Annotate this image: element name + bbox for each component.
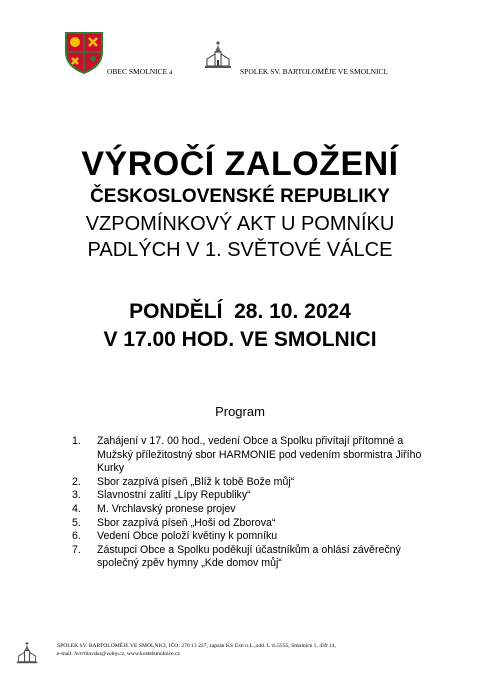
- church-icon: [16, 641, 38, 665]
- program-item-text: Vedení Obce položí květiny k pomníku: [97, 530, 278, 543]
- program-item-number: 6.: [72, 530, 81, 543]
- program-item-text: Slavnostní zalití „Lípy Republiky“: [97, 489, 251, 502]
- program-heading: Program: [215, 404, 265, 419]
- title-block: [0, 145, 480, 263]
- letterhead: [0, 0, 480, 90]
- event-datetime: [0, 298, 480, 354]
- program-item-text: Zahájení v 17. 00 hod., vedení Obce a Spolku přivítají přítomné a Mužský příležitostný sbor HARMONIE pod vedením sbormistra Jiřího Kurky: [97, 435, 422, 475]
- program-item: [72, 503, 442, 517]
- program-item-text: M. Vrchlavský pronese projev: [97, 502, 236, 515]
- program-item: [72, 530, 442, 544]
- header-left-text: OBEC SMOLNICE a: [107, 67, 173, 76]
- website-link[interactable]: , www.kostelsmolnice.cz: [124, 651, 180, 657]
- event-date: PONDĚLÍ 28. 10. 2024: [129, 300, 351, 323]
- event-description-line-1: VZPOMÍNKOVÝ AKT U POMNÍKU: [85, 213, 395, 235]
- footer-address: SPOLEK SV. BARTOLOMĚJE VE SMOLNICI, IČO: 270 13 227, zapsán KS Ústí n.L.,odd. L vl.5555, Smolnice 1, 439 14,: [57, 643, 336, 649]
- program-item-number: 1.: [72, 435, 81, 447]
- event-description-line-2: PADLÝCH V 1. SVĚTOVÉ VÁLCE: [87, 239, 393, 261]
- program-item: [72, 489, 442, 503]
- program-item-number: 3.: [72, 489, 81, 502]
- footer-contact: [57, 642, 336, 658]
- program-item-number: 7.: [72, 543, 81, 556]
- program-item: [72, 517, 442, 531]
- program-item-number: 4.: [72, 502, 81, 515]
- program-item-text: Zástupci Obce a Spolku poděkují účastníkům a ohlásí závěrečný společný zpěv hymny „Kde domov můj“: [97, 543, 401, 570]
- program-list: [72, 435, 442, 571]
- email-link[interactable]: hvrchlavska@volny.cz: [74, 651, 125, 657]
- program-item-text: Sbor zazpívá píseň „Hoši od Zborova“: [97, 516, 276, 529]
- program-item: [72, 544, 442, 571]
- header-right-text: SPOLEK SV. BARTOLOMĚJE VE SMOLNICI,: [240, 67, 388, 76]
- coat-of-arms-icon: [62, 30, 106, 74]
- program-item-text: Sbor zazpívá píseň „Blíž k tobě Bože můj“: [97, 475, 295, 488]
- email-label: e-mail:: [57, 651, 75, 657]
- program-item-number: 5.: [72, 516, 81, 529]
- program-item: [72, 476, 442, 490]
- program-item-number: 2.: [72, 475, 81, 488]
- main-title: VÝROČÍ ZALOŽENÍ: [81, 145, 399, 183]
- event-time-place: V 17.00 HOD. VE SMOLNICI: [103, 328, 377, 351]
- program-item: [72, 435, 442, 476]
- subtitle: ČESKOSLOVENSKÉ REPUBLIKY: [90, 186, 390, 207]
- church-icon: [204, 40, 232, 70]
- footer-contact-line: [57, 650, 336, 658]
